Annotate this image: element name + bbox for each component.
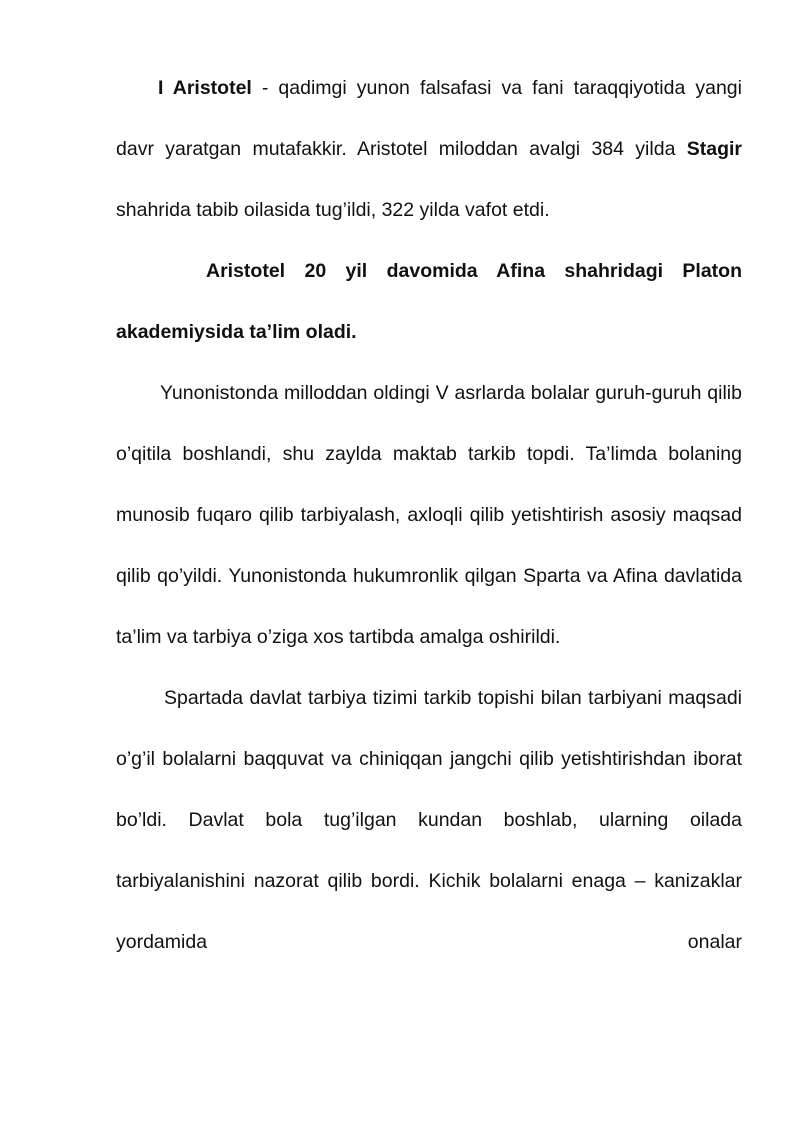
paragraph-yunoniston: Yunonistonda milloddan oldingi V asrlarda bolalar guruh-guruh qilib o’qitila boshlandi, shu zaylda maktab tarkib topdi. Ta’limda bolaning munosib fuqaro qilib tarbiyalash, axloqli qilib yetishtirish asosiy maqsad qilib qo’yildi. Yunonistonda hukumronlik qilgan Sparta va Afina davlatida ta’lim va tarbiya o’ziga xos tartibda amalga oshirildi. [116, 382, 742, 648]
paragraph-aristotel-intro [116, 58, 742, 241]
paragraph-sparta: Spartada davlat tarbiya tizimi tarkib topishi bilan tarbiyani maqsadi o’g’il bolalarni baqquvat va chiniqqan jangchi qilib yetishtirishdan iborat bo’ldi. Davlat bola tug’ilgan kundan boshlab, ularning oilada tarbiyalanishini nazorat qilib bordi. Kichik bolalarni enaga – kanizaklar yordamida onalar [116, 687, 742, 953]
aristotel-heading: I Aristotel [158, 77, 252, 99]
paragraph-text: - qadimgi yunon falsafasi va fani taraqqiyotida yangi davr yaratgan mutafakkir. Aristotel miloddan avalgi 384 yilda [116, 77, 742, 160]
document-page [116, 58, 742, 973]
paragraph-text: shahrida tabib oilasida tug’ildi, 322 yilda vafot etdi. [116, 199, 550, 221]
stagir-bold: Stagir [686, 138, 742, 160]
paragraph-platon-academy: Aristotel 20 yil davomida Afina shahridagi Platon akademiysida ta’lim oladi. [116, 260, 742, 343]
